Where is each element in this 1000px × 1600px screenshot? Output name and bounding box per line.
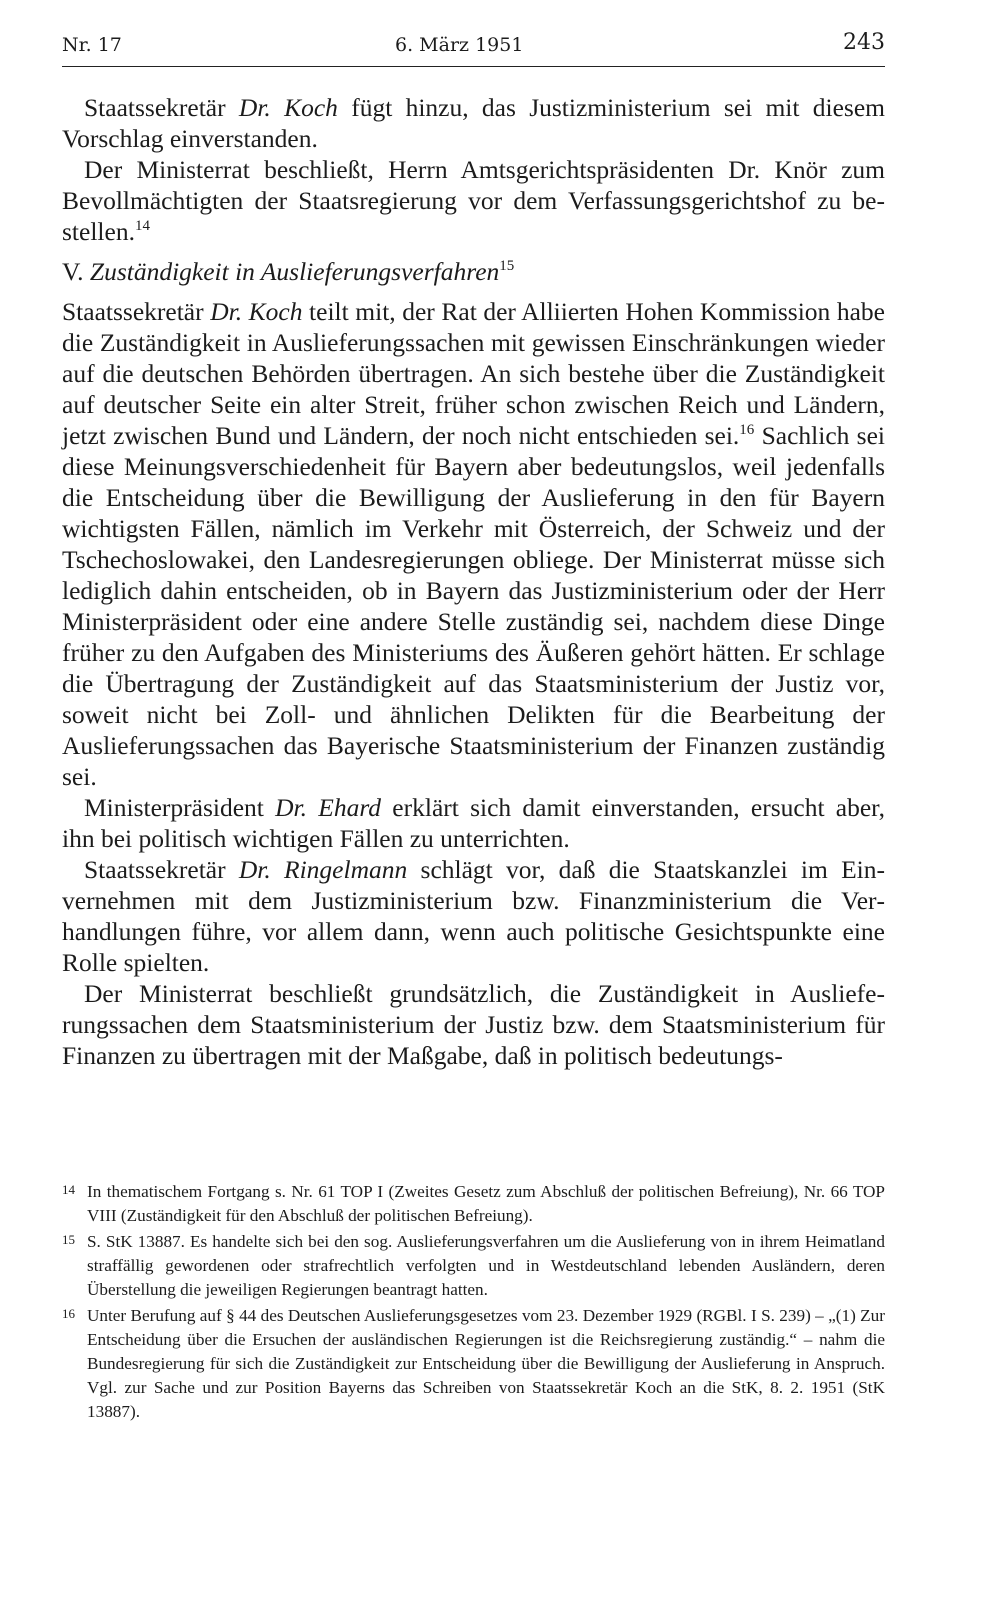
document-number: Nr. 17 [62,34,122,56]
text-segment: Staatssekretär [84,855,239,884]
footnote-ref-16[interactable]: 16 [739,422,755,438]
text-segment: Staatssekretär [84,93,239,122]
footnote-ref-15[interactable]: 15 [499,258,515,274]
text-segment: Ministerpräsident [84,793,276,822]
text-segment: Staatssekretär [62,297,211,326]
paragraph-ringelmann [62,854,885,978]
paragraph-ehard [62,792,885,854]
footnote-16 [62,1304,885,1424]
footnote-number: 15 [62,1232,75,1247]
text-segment: schlägt vor, daß die Staatskanzlei im Einvernehmen mit dem Justizministerium bzw. Finanzministerium die Verhandlungen führe, vor allem dann, wenn auch politische Gesichtspunkte eine Rolle spielten. [62,855,885,977]
footnote-text: Unter Berufung auf § 44 des Deutschen Auslieferungsgesetzes vom 23. Dezember 1929 (RGBl. I S. 239) – „(1) Zur Entscheidung über die Ersuchen der ausländischen Regierungen ist die Reichsregierung zuständig.“ – nahm die Bundesregierung für sich die Zuständigkeit zur Entscheidung über die Bewilligung der Auslieferung in Anspruch. Vgl. zur Sache und zur Position Bayerns das Schreiben von Staatssekretär Koch an die StK, 8. 2. 1951 (StK 13887). [87,1306,885,1421]
speaker-name: Dr. Ringelmann [238,855,408,884]
footnote-ref-14[interactable]: 14 [134,218,150,234]
speaker-name: Dr. Ehard [275,793,382,822]
speaker-name: Dr. Koch [210,297,303,326]
footnote-15 [62,1230,885,1302]
text-segment: Der Ministerrat beschließt grundsätzlich, die Zuständigkeit in Auslieferungssachen dem Staatsministerium der Justiz bzw. dem Staatsministerium für Finanzen zu übertragen mit der Maßgabe, daß in politisch bedeutungs- [62,979,885,1070]
text-segment: erklärt sich damit einverstanden, ersucht aber, ihn bei politisch wichtigen Fällen zu unterrichten. [62,793,885,853]
footnote-text: In thematischem Fortgang s. Nr. 61 TOP I (Zweites Gesetz zum Abschluß der politischen Befreiung), Nr. 66 TOP VIII (Zuständigkeit für den Abschluß der politischen Befreiung). [87,1182,885,1225]
footnotes [62,1180,885,1426]
speaker-name: Dr. Koch [238,93,338,122]
main-text [62,92,885,1071]
paragraph-decision-extradition [62,978,885,1071]
paragraph-koch-agrees [62,92,885,154]
page-number: 243 [843,30,885,55]
section-heading [62,256,885,287]
text-segment: teilt mit, der Rat der Alliierten Hohen Kommission habe die Zuständigkeit in Auslieferungssachen mit gewissen Einschränkungen wieder auf die deutschen Behörden übertragen. An sich bestehe über die Zuständigkeit auf deutscher Seite ein alter Streit, früher schon zwischen Reich und Ländern, jetzt zwischen Bund und Ländern, der noch nicht entschieden sei. [62,297,885,450]
meeting-date: 6. März 1951 [395,34,524,56]
text-segment: Sachlich sei diese Meinungsverschiedenheit für Bayern aber bedeutungslos, weil jedenfalls die Entscheidung über die Bewilligung der Auslieferung in den für Bayern wichtigsten Fällen, nämlich im Verkehr mit Österreich, der Schweiz und der Tschechoslowakei, den Landesregierungen obliege. Der Ministerrat müsse sich lediglich dahin entscheiden, ob in Bayern das Justizministerium oder der Herr Ministerpräsident oder eine andere Stelle zuständig sei, nachdem diese Dinge früher zu den Aufgaben des Ministeriums des Äußeren gehört hätten. Er schlage die Übertragung der Zuständigkeit auf das Staatsministerium der Justiz vor, soweit nicht bei Zoll- und ähnlichen Delikten für die Bearbeitung der Auslieferungssachen das Bayerische Staatsministerium der Finanzen zuständig sei. [62,421,885,791]
footnote-number: 16 [62,1306,75,1321]
running-header [62,30,885,67]
paragraph-koch-report [62,296,885,792]
text-segment: Der Ministerrat beschließt, Herrn Amtsgerichtspräsidenten Dr. Knör zum Bevollmächtigten der Staatsregierung vor dem Verfassungsgerichtshof zu bestellen. [62,155,885,246]
footnote-number: 14 [62,1182,75,1197]
paragraph-decision-knoer [62,154,885,247]
section-title: Zuständigkeit in Auslieferungsverfahren [89,257,500,286]
footnote-14 [62,1180,885,1228]
footnote-text: S. StK 13887. Es handelte sich bei den sog. Auslieferungsverfahren um die Auslieferung von in ihrem Heimatland straffällig gewordenen oder strafrechtlich verfolgten und in Westdeutschland lebenden Ausländern, deren Überstellung die jeweiligen Regierungen beantragt hatten. [87,1232,885,1299]
text-segment: fügt hinzu, das Justizministerium sei mit diesem Vorschlag einverstanden. [62,93,885,153]
section-number: V. [62,257,90,286]
